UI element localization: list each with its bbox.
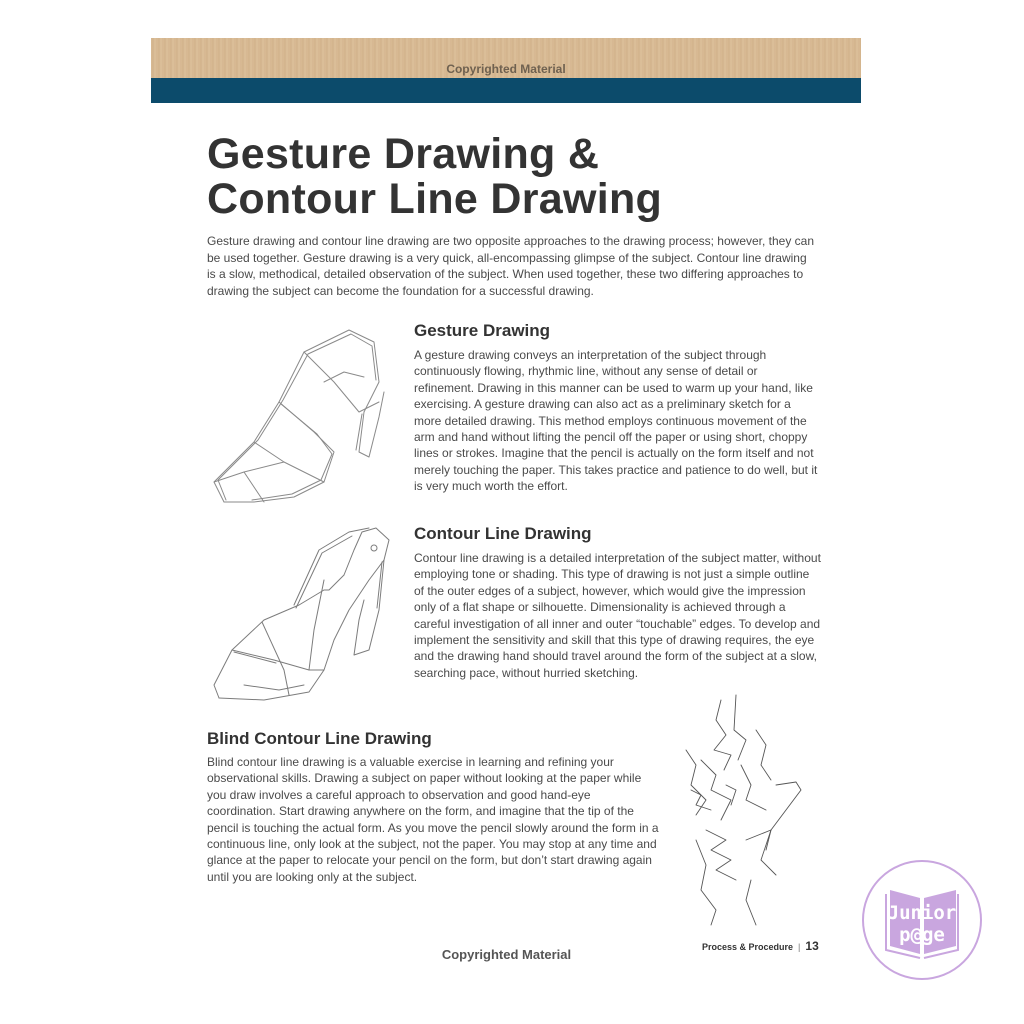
footer-copyright: Copyrighted Material: [441, 947, 572, 962]
section-body-contour: Contour line drawing is a detailed interpretation of the subject matter, without employing tone or shading. This type of drawing is not just a simple outline of the outer edges of a subject, however, which would give the impression only of a flat shape or silhouette. Dimensionality is achieved through a careful investigation of all inner and outer “touchable” edges. To develop and implement the sensitivity and skill that this type of drawing requires, the eye and the drawing hand should travel around the form of the subject at a slow, searching pace, without hurried sketching.: [414, 551, 821, 680]
section-body-gesture: A gesture drawing conveys an interpretation of the subject through continuously flowing, rhythmic line, without any sense of detail or refinement. Drawing in this manner can be used to warm up your hand, like exercising. A gesture drawing can also act as a preliminary sketch for a more detailed drawing. This method employs continuous movement of the arm and hand without lifting the pencil off the paper or using short, choppy lines or strokes. Imagine that the pencil is actually on the form itself and not merely touching the paper. This takes practice and patience to do well, but it is very much worth the effort.: [414, 348, 818, 494]
footer-separator: |: [798, 942, 801, 952]
section-body-blind-contour: Blind contour line drawing is a valuable exercise in learning and refining your observational skills. Drawing a subject on paper without looking at the paper while you draw involves a careful approach to observation and good hand-eye coordination. Start drawing anywhere on the form, and imagine that the tip of the pencil is touching the actual form. As you move the pencil slowly around the form in a continuous line, only look at the subject, not the paper. You may stop at any time and glance at the paper to relocate your pencil on the form, but don’t start drawing again until you are looking only at the subject.: [207, 755, 659, 884]
section-title-gesture: Gesture Drawing: [414, 321, 551, 340]
title-line-2: Contour Line Drawing: [207, 175, 663, 223]
title-line-1: Gesture Drawing &: [207, 130, 600, 178]
page-number: 13: [805, 939, 819, 953]
blind-contour-hand-sketch: [676, 690, 811, 930]
gesture-shoe-sketch: [184, 322, 404, 517]
header-copyright: Copyrighted Material: [446, 62, 566, 76]
footer-section-name: Process & Procedure: [702, 942, 794, 952]
badge-text-page: p@ge: [899, 924, 945, 946]
page-title: [207, 132, 662, 222]
section-title-contour: Contour Line Drawing: [414, 524, 592, 543]
header-blue-bar: [151, 78, 861, 103]
contour-shoe-sketch: [184, 520, 406, 710]
junior-page-watermark-badge: [862, 860, 982, 980]
section-title-blind-contour: Blind Contour Line Drawing: [207, 729, 432, 748]
top-paper-band: [151, 38, 861, 78]
badge-text-junior: Junior: [887, 902, 957, 924]
intro-paragraph: Gesture drawing and contour line drawing are two opposite approaches to the drawing process; however, they can be used together. Gesture drawing is a very quick, all-encompassing glimpse of the subject. Contour line drawing is a slow, methodical, detailed observation of the subject. When used together, these two differing approaches to drawing the subject can become the foundation for a successful drawing.: [207, 234, 815, 298]
page-folio: [702, 939, 819, 953]
